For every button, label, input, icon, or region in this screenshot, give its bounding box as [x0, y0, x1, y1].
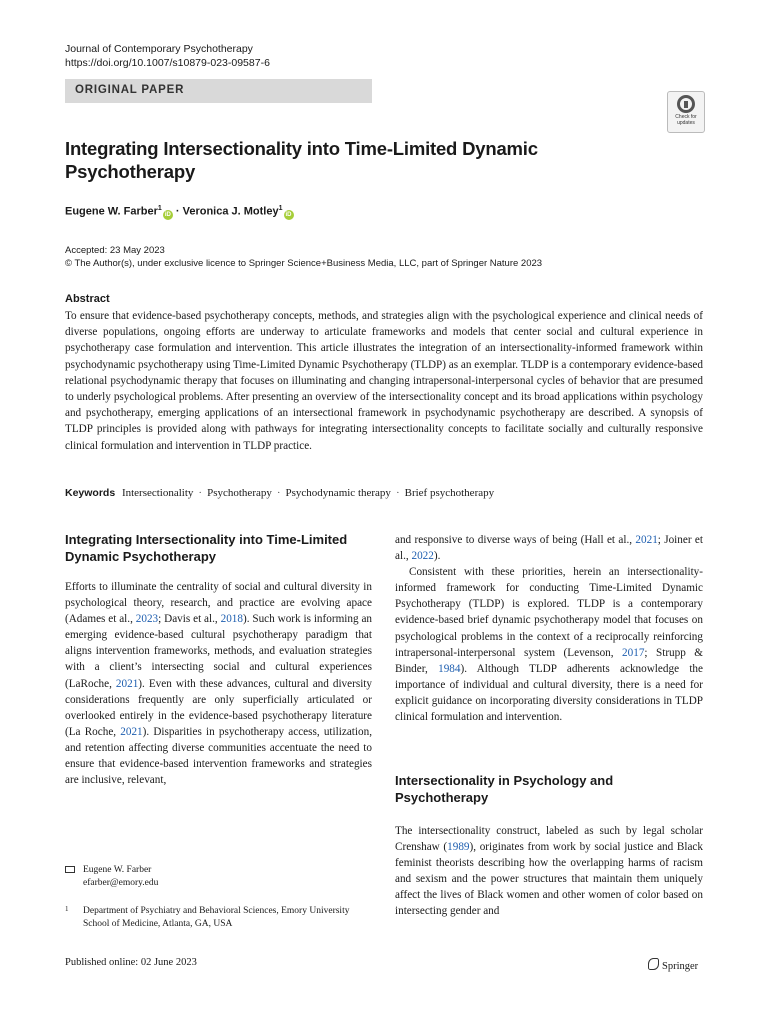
published-online-date: Published online: 02 June 2023	[65, 957, 197, 968]
affiliation-marker: 1	[157, 205, 162, 212]
abstract-heading: Abstract	[65, 293, 110, 305]
author-list	[65, 205, 294, 220]
citation-link[interactable]: 2018	[220, 613, 243, 626]
article-title	[65, 137, 625, 183]
author-name[interactable]: Eugene W. Farber	[65, 205, 158, 218]
article-dates	[65, 244, 542, 270]
paragraph: and responsive to diverse ways of being (Hall et al., 2021; Joiner et al., 2022).	[395, 534, 704, 563]
keywords: Keywords Intersectionality · Psychotherapy · Psychodynamic therapy · Brief psychotherapy	[65, 487, 495, 499]
citation-link[interactable]: 2017	[622, 646, 645, 659]
paragraph: Efforts to illuminate the centrality of social and cultural diversity in psychological theory, research, and practice are evolving apace (Adames et al., 2023; Davis et al., 2018). Such work is informing an emerging evidence-based cultural psychotherapy paradigm that aligns intervention frameworks, methods, and evaluation strategies with a client’s intersecting social and cultural experiences (LaRoche, 2021). Even with these advances, cultural and diversity considerations frequently are only superficially articulated or overlooked entirely in the evidence-based psychotherapy literature (La Roche, 2021). Disparities in psychotherapy access, utilization, and retention affecting diverse communities accentuate the need to ensure that evidence-based intervention frameworks and strategies are inclusive, relevant,	[65, 581, 373, 787]
body-column-right-lower	[395, 823, 703, 920]
envelope-icon	[65, 866, 75, 873]
accepted-date: Accepted: 23 May 2023	[65, 245, 165, 256]
keyword: Psychodynamic therapy	[285, 487, 391, 499]
check-label-1: Check for	[675, 114, 697, 120]
affiliation-text: Department of Psychiatry and Behavioral Sciences, Emory University School of Medicine, Atlanta, GA, USA	[83, 906, 350, 929]
orcid-icon[interactable]: iD	[164, 211, 171, 218]
paragraph: Consistent with these priorities, herein an intersectionality-informed framework for conducting Time-Limited Dynamic Psychotherapy (TLDP) is explored. TLDP is a contemporary evidence-based brief dynamic psychotherapy model that focuses on psychological problems in the context of a reciprocally reinforcing intrapersonal-interpersonal system (Levenson, 2017; Strupp & Binder, 1984). Although TLDP adherents acknowledge the importance of individual and cultural diversity, there is a need for explicit guidance on incorporating diversity considerations in TLDP clinical formulation and intervention.	[395, 566, 703, 724]
article-type-banner	[65, 79, 372, 103]
copyright-line: © The Author(s), under exclusive licence to Springer Science+Business Media, LLC, part of Springer Nature 2023	[65, 258, 543, 269]
affiliation-footnote	[65, 905, 365, 931]
springer-horse-icon	[648, 958, 659, 970]
affiliation-number: 1	[65, 905, 69, 913]
citation-link[interactable]: 1989	[447, 841, 470, 854]
journal-name: Journal of Contemporary Psychotherapy	[65, 43, 253, 55]
keyword: Intersectionality	[121, 487, 194, 499]
keyword: Psychotherapy	[207, 487, 272, 499]
body-column-right	[395, 532, 703, 725]
corresponding-author-footnote	[65, 864, 158, 890]
author-name[interactable]: Veronica J. Motley	[182, 205, 279, 218]
title-line-1: Integrating Intersectionality into Time-Limited Dynamic	[65, 138, 538, 159]
title-line-2: Psychotherapy	[65, 161, 196, 182]
check-label-2: updates	[677, 120, 695, 126]
abstract-text: To ensure that evidence-based psychotherapy concepts, methods, and strategies align with the psychological experience and clinical needs of diverse populations, ongoing efforts are underway to articulate frameworks and models that center social and cultural experience in psychotherapy case formulation and intervention. This article illustrates the integration of an intersectionality-informed framework within psychodynamic psychotherapy using Time-Limited Dynamic Psychotherapy (TLDP) as an exemplar. TLDP is a contemporary evidence-based relational psychodynamic therapy that focuses on illuminating and changing intrapersonal-interpersonal cycles of behavior that are presumed to underly psychological problems. After presenting an overview of the intersectionality concept and its broad applications within psychology and psychotherapy, emerging applications of an intersectional framework in psychodynamic psychotherapy are described. A synopsis of TLDP principles is provided along with pathways for integrating intersectionality concepts to facilitate socially and culturally responsive clinical formulation and intervention in TLDP practice.	[65, 310, 703, 452]
journal-header	[65, 42, 270, 70]
citation-link[interactable]: 1984	[438, 662, 461, 675]
affiliation-marker: 1	[278, 205, 283, 212]
article-type-label: ORIGINAL PAPER	[75, 84, 185, 96]
paragraph: The intersectionality construct, labeled as such by legal scholar Crenshaw (1989), originates from work by social justice and Black feminist theorists describing how the overlapping harms of racism and sexism and the power structures that maintain them uniquely affect the lives of Black women and other women of color based on intersecting gender and	[395, 825, 703, 918]
orcid-icon[interactable]: iD	[285, 211, 292, 218]
doi-link[interactable]: https://doi.org/10.1007/s10879-023-09587-6	[65, 57, 270, 69]
publisher-name: Springer	[662, 961, 699, 972]
check-for-updates-icon	[677, 95, 695, 113]
corresponding-author-name: Eugene W. Farber	[83, 865, 152, 875]
keyword: Brief psychotherapy	[404, 487, 495, 499]
citation-link[interactable]: 2021	[120, 725, 143, 738]
citation-link[interactable]: 2021	[635, 534, 658, 546]
publisher-logo	[648, 958, 698, 972]
keywords-heading: Keywords	[65, 487, 116, 499]
section-heading: Integrating Intersectionality into Time-Limited Dynamic Psychotherapy	[65, 532, 348, 564]
citation-link[interactable]: 2022	[411, 550, 434, 563]
body-column-left	[65, 579, 372, 788]
citation-link[interactable]: 2023	[135, 613, 159, 626]
author-separator: ·	[172, 205, 183, 218]
corresponding-author-email[interactable]: efarber@emory.edu	[83, 878, 159, 888]
section-heading: Intersectionality in Psychology and Psychotherapy	[395, 773, 614, 805]
check-for-updates-badge[interactable]	[667, 91, 705, 133]
citation-link[interactable]: 2021	[115, 677, 139, 690]
